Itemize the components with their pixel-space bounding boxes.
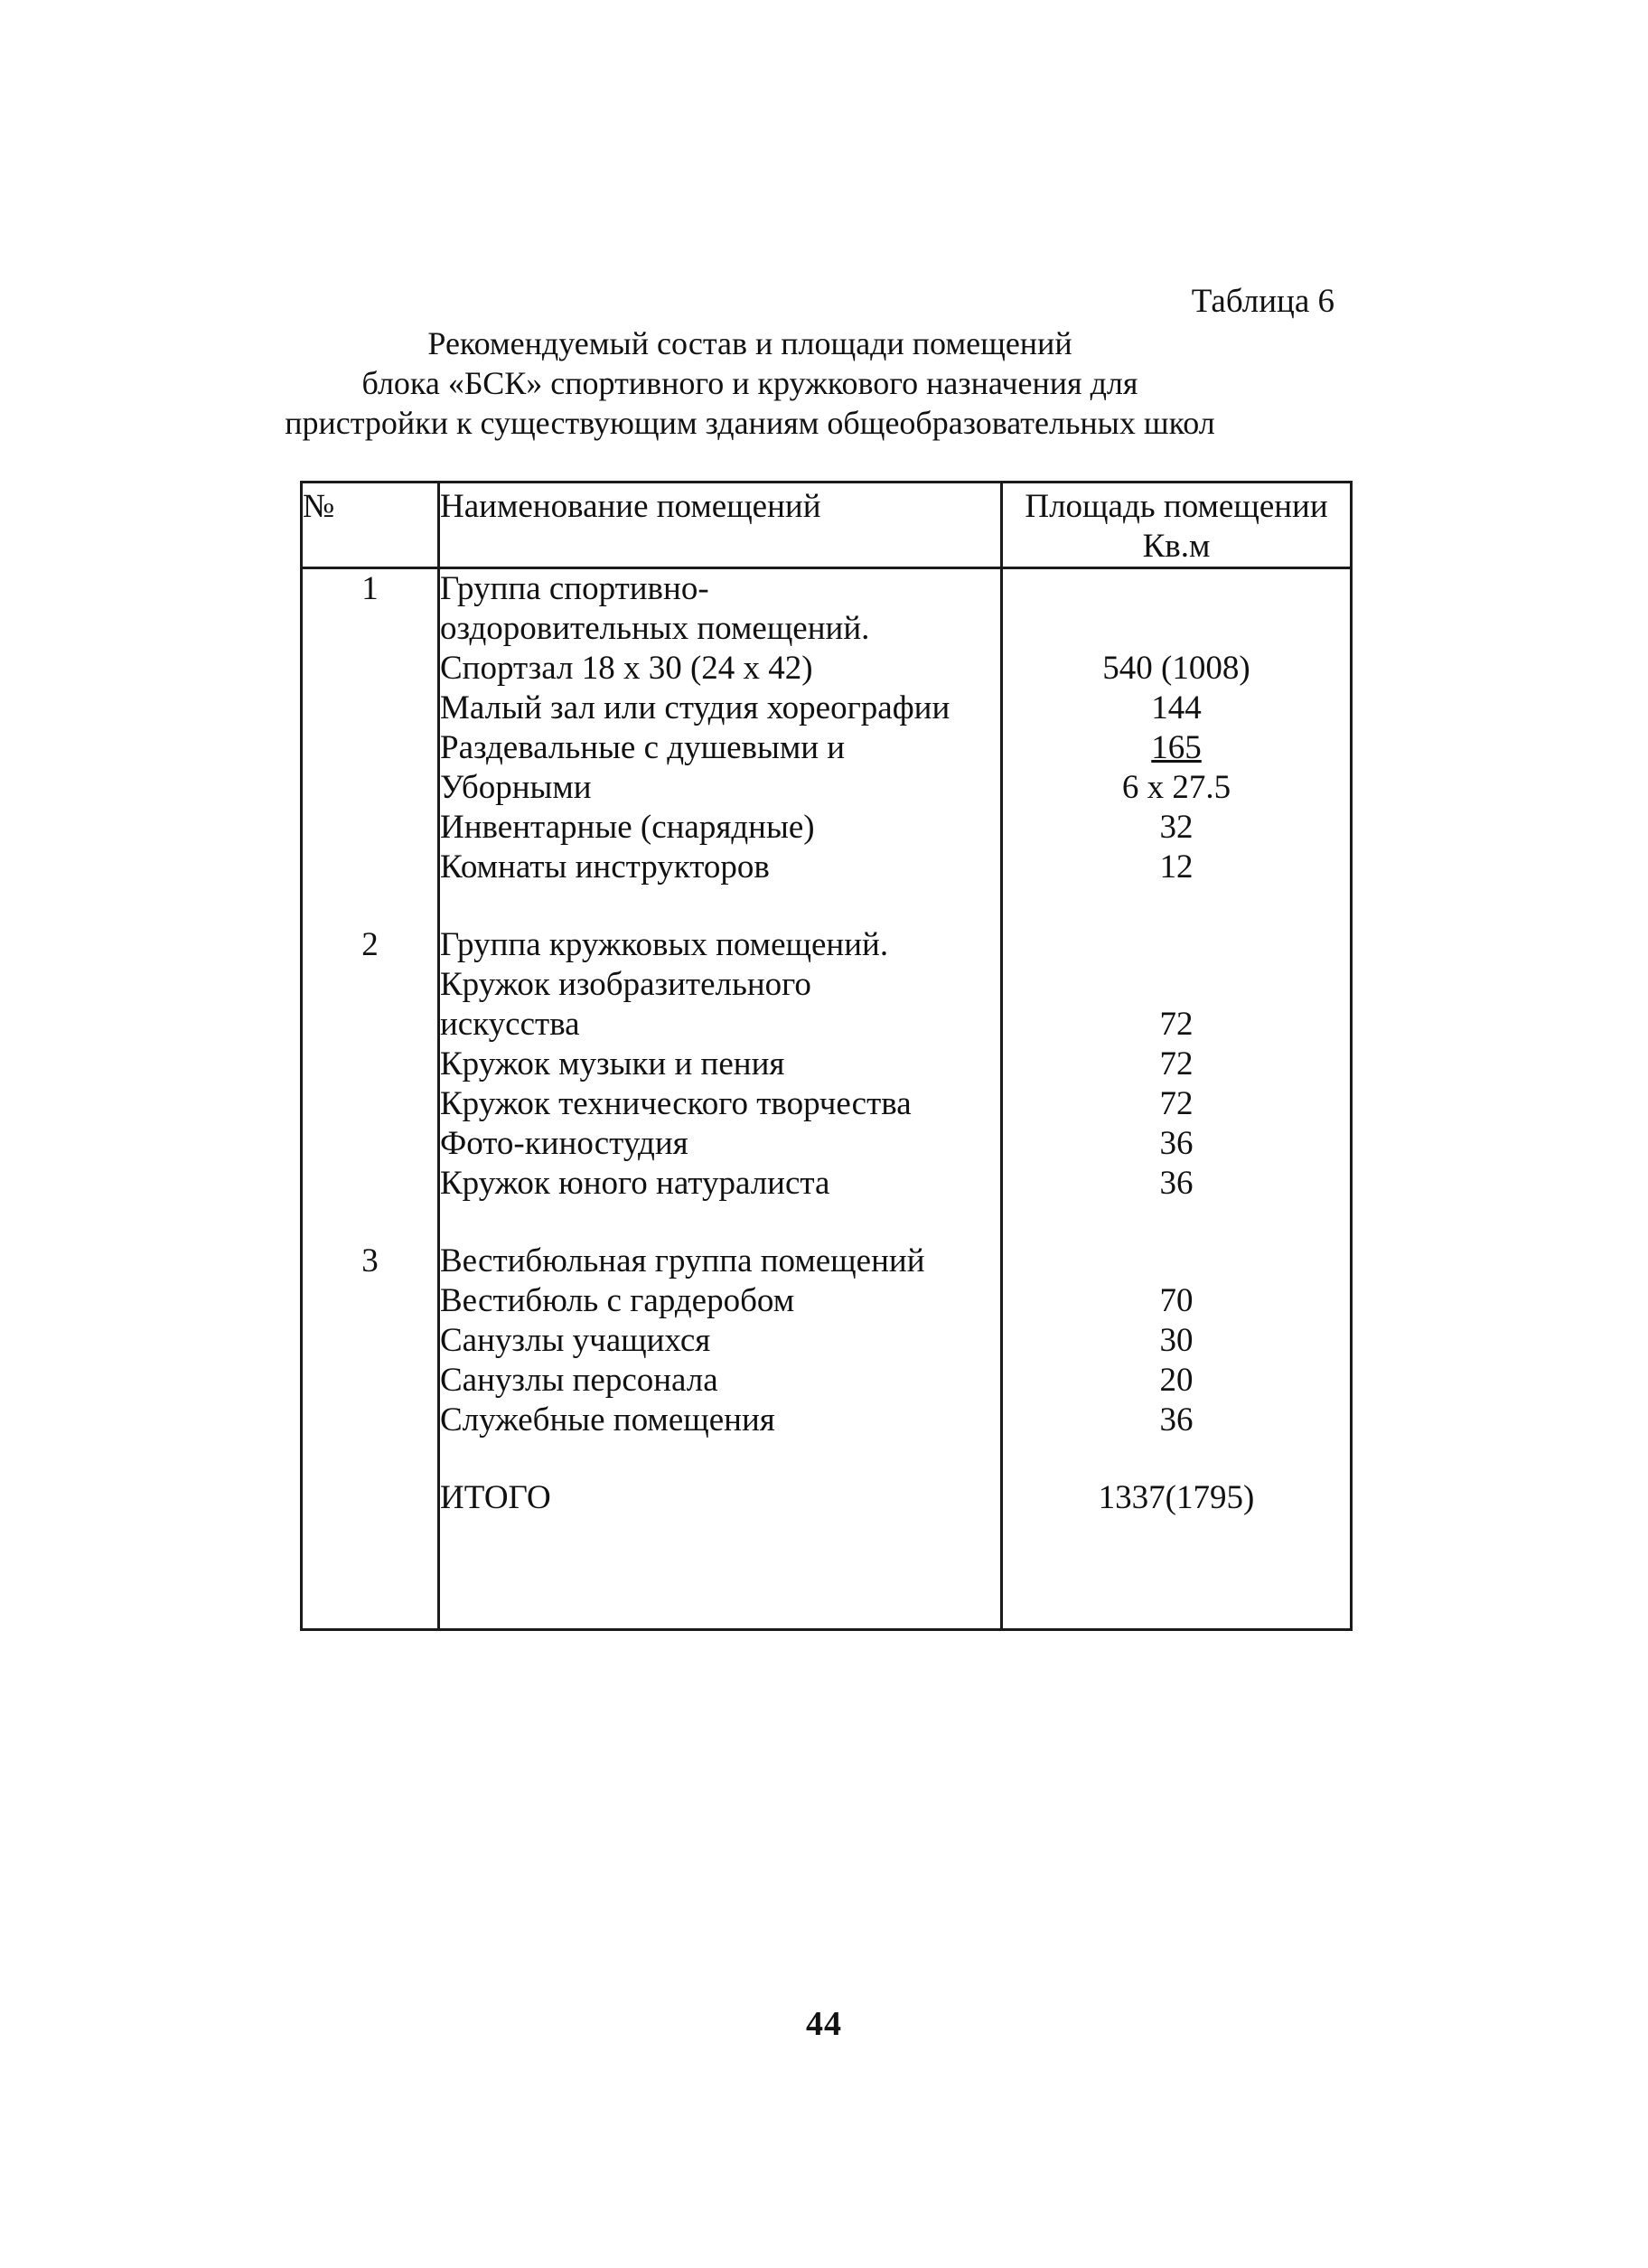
- section-number: 2: [302, 925, 439, 1204]
- room-area: 36: [1159, 1165, 1194, 1202]
- caption-line: Рекомендуемый состав и площади помещений: [427, 325, 1072, 361]
- room-name: Санузлы персонала: [440, 1362, 718, 1399]
- room-name: искусства: [440, 1006, 580, 1043]
- section-gap: [302, 1440, 1352, 1478]
- table-row: [302, 568, 1352, 888]
- room-area: 30: [1159, 1322, 1194, 1359]
- table-row: [302, 925, 1352, 1204]
- header-area-unit: Кв.м: [1142, 528, 1211, 565]
- room-area: 165: [1151, 729, 1202, 766]
- section-areas: [1002, 568, 1352, 888]
- rooms-table: [300, 481, 1353, 1631]
- room-area: 70: [1159, 1282, 1194, 1319]
- room-name: Раздевальные с душевыми и: [440, 729, 846, 766]
- room-name: Спортзал 18 х 30 (24 х 42): [440, 650, 813, 687]
- total-label: ИТОГО: [439, 1478, 1002, 1518]
- table-caption: [217, 323, 1283, 443]
- room-area: 72: [1159, 1045, 1194, 1082]
- section-names: [439, 1242, 1002, 1440]
- section-title: Группа спортивно-: [440, 570, 709, 607]
- room-area: 6 х 27.5: [1121, 769, 1231, 806]
- section-names: [439, 568, 1002, 888]
- room-name: Кружок технического творчества: [440, 1085, 912, 1122]
- room-name: Кружок музыки и пения: [440, 1045, 785, 1082]
- room-area: 72: [1159, 1006, 1194, 1043]
- section-title: Вестибюльная группа помещений: [440, 1242, 925, 1279]
- caption-line: пристройки к существующим зданиям общеобразовательных школ: [285, 405, 1215, 441]
- room-area: 20: [1159, 1362, 1194, 1399]
- section-number: 3: [302, 1242, 439, 1440]
- room-name: Комнаты инструкторов: [440, 848, 770, 886]
- room-area: 72: [1159, 1085, 1194, 1122]
- room-name: Инвентарные (снарядные): [440, 809, 815, 846]
- section-names: [439, 925, 1002, 1204]
- section-title: Группа кружковых помещений.: [440, 926, 889, 963]
- room-area: [1003, 965, 1350, 1005]
- header-name: Наименование помещений: [439, 483, 1002, 568]
- section-title: оздоровительных помещений.: [440, 610, 870, 647]
- room-area: 32: [1159, 809, 1194, 846]
- table-row: [302, 1242, 1352, 1440]
- room-area: 12: [1159, 848, 1194, 886]
- header-number: №: [302, 483, 439, 568]
- header-row: [302, 483, 1352, 568]
- caption-line: блока «БСК» спортивного и кружкового назначения для: [361, 365, 1138, 401]
- section-gap: [302, 1204, 1352, 1242]
- total-area: 1337(1795): [1002, 1478, 1352, 1518]
- room-name: Служебные помещения: [440, 1401, 775, 1439]
- room-name: Санузлы учащихся: [440, 1322, 711, 1359]
- room-name: Малый зал или студия хореографии: [440, 689, 950, 726]
- room-area: 36: [1159, 1401, 1194, 1439]
- section-gap: [302, 887, 1352, 925]
- section-areas: [1002, 1242, 1352, 1440]
- table-tail: [302, 1518, 1352, 1630]
- room-area: 540 (1008): [1102, 650, 1250, 687]
- total-row: [302, 1478, 1352, 1518]
- header-area-line: Площадь помещении: [1025, 488, 1328, 525]
- section-areas: [1002, 925, 1352, 1204]
- table-label: Таблица 6: [1191, 283, 1334, 320]
- room-area: 144: [1151, 689, 1202, 726]
- room-name: Уборными: [440, 769, 592, 806]
- section-number: 1: [302, 568, 439, 888]
- header-area: [1002, 483, 1352, 568]
- room-name: Вестибюль с гардеробом: [440, 1282, 795, 1319]
- page-number: 44: [806, 2005, 842, 2043]
- room-area: 36: [1159, 1125, 1194, 1162]
- room-name: Кружок изобразительного: [440, 966, 811, 1003]
- room-name: Фото-киностудия: [440, 1125, 688, 1162]
- room-name: Кружок юного натуралиста: [440, 1165, 830, 1202]
